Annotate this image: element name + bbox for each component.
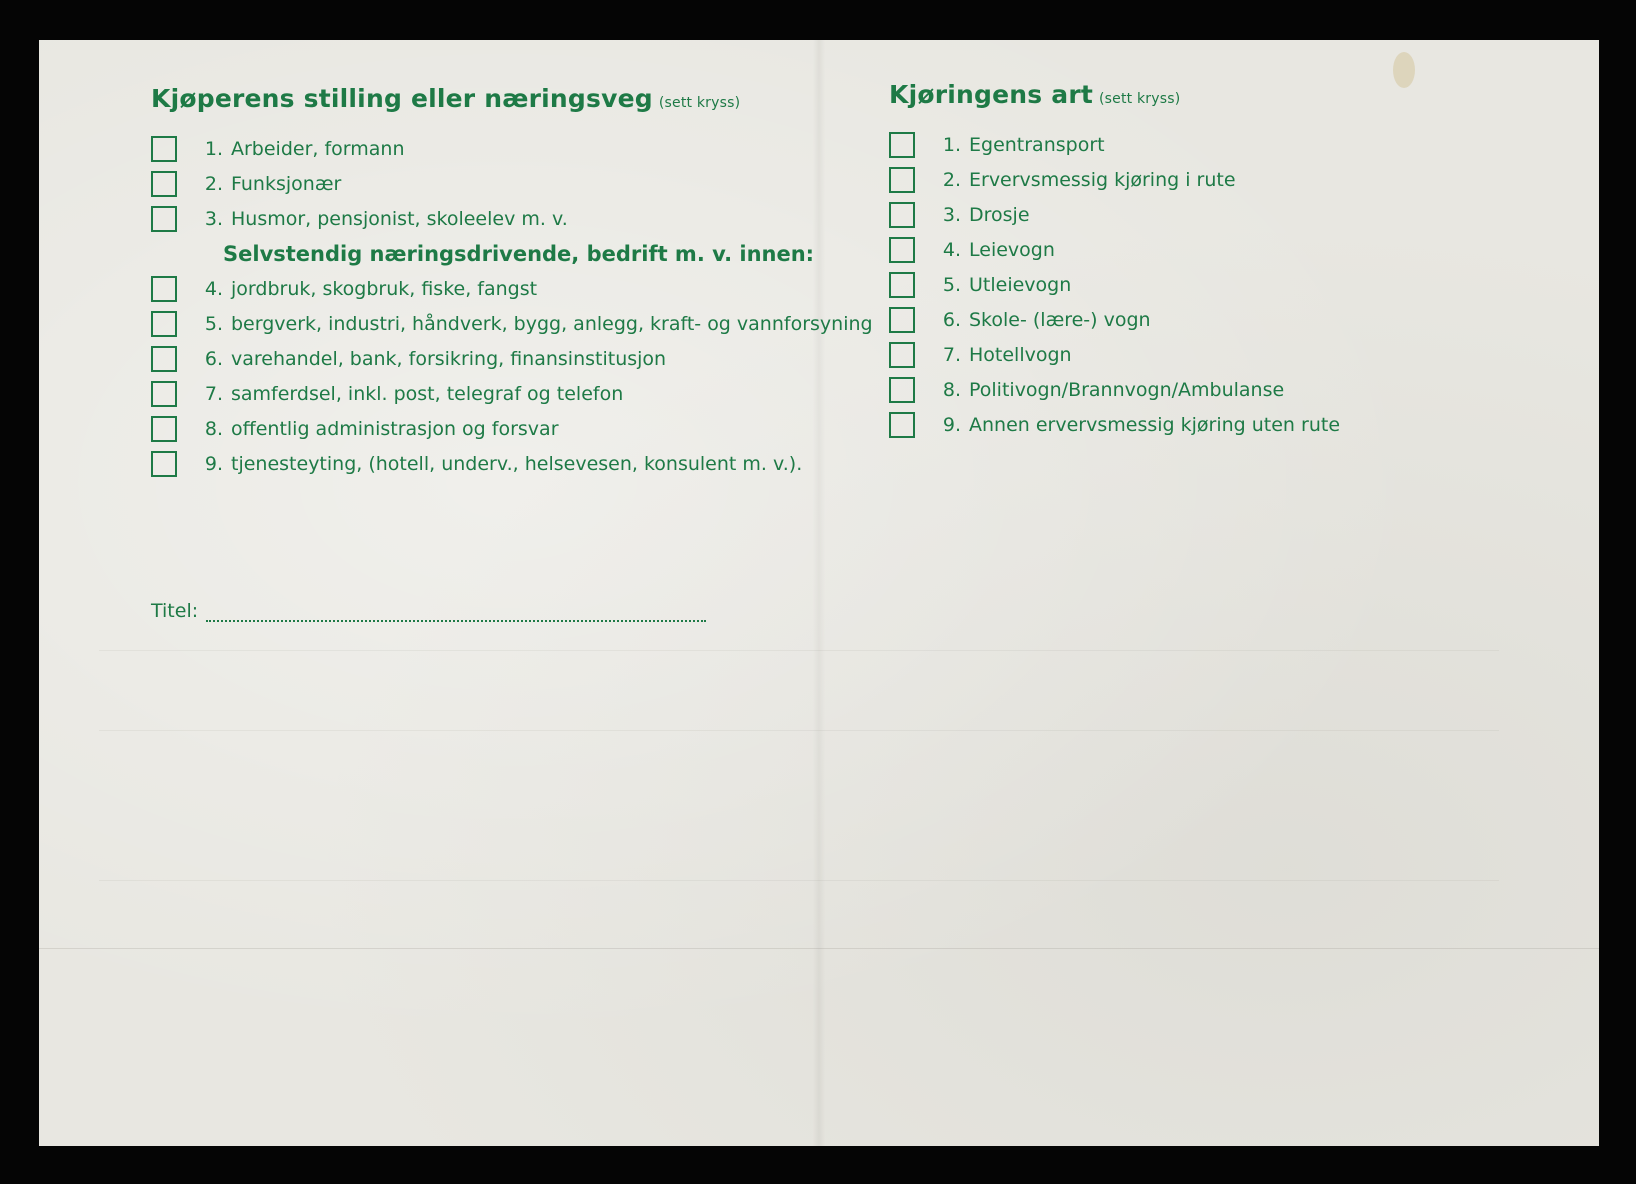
option-number: 1. bbox=[204, 137, 223, 160]
option-label: varehandel, bank, forsikring, finansinstitusjon bbox=[231, 347, 667, 370]
buyer-occupation-heading bbox=[151, 84, 911, 113]
option-number: 7. bbox=[204, 382, 223, 405]
option-label: tjenesteyting, (hotell, underv., helsevesen, konsulent m. v.). bbox=[231, 452, 803, 475]
driving-type-checkbox[interactable] bbox=[889, 132, 915, 158]
option-label: Skole- (lære-) vogn bbox=[969, 308, 1151, 331]
driving-type-option[interactable] bbox=[889, 127, 1449, 162]
buyer-occupation-heading-text: Kjøperens stilling eller næringsveg bbox=[151, 84, 653, 113]
buyer-occupation-section bbox=[151, 84, 911, 481]
occupation-option[interactable] bbox=[151, 341, 911, 376]
bleed-through-line bbox=[99, 650, 1499, 651]
occupation-checkbox[interactable] bbox=[151, 416, 177, 442]
driving-type-heading-note: (sett kryss) bbox=[1099, 91, 1181, 107]
form-sheet bbox=[39, 40, 1599, 1146]
option-number: 4. bbox=[942, 238, 961, 261]
option-label: Ervervsmessig kjøring i rute bbox=[969, 168, 1236, 191]
option-number: 5. bbox=[942, 273, 961, 296]
option-number: 3. bbox=[942, 203, 961, 226]
title-field-dotted-line[interactable] bbox=[206, 602, 706, 622]
option-label: Hotellvogn bbox=[969, 343, 1072, 366]
option-label: Husmor, pensjonist, skoleelev m. v. bbox=[231, 207, 568, 230]
option-number: 8. bbox=[204, 417, 223, 440]
option-label: Annen ervervsmessig kjøring uten rute bbox=[969, 413, 1341, 436]
driving-type-option[interactable] bbox=[889, 162, 1449, 197]
option-label: Egentransport bbox=[969, 133, 1105, 156]
bleed-through-line bbox=[99, 730, 1499, 731]
buyer-occupation-list bbox=[151, 131, 911, 481]
driving-type-section bbox=[889, 80, 1449, 442]
option-number: 6. bbox=[942, 308, 961, 331]
option-label: samferdsel, inkl. post, telegraf og telefon bbox=[231, 382, 624, 405]
driving-type-checkbox[interactable] bbox=[889, 377, 915, 403]
driving-type-list bbox=[889, 127, 1449, 442]
title-field[interactable] bbox=[151, 600, 706, 622]
option-number: 6. bbox=[204, 347, 223, 370]
driving-type-option[interactable] bbox=[889, 407, 1449, 442]
driving-type-option[interactable] bbox=[889, 267, 1449, 302]
occupation-checkbox[interactable] bbox=[151, 346, 177, 372]
option-label: Drosje bbox=[969, 203, 1030, 226]
option-number: 3. bbox=[204, 207, 223, 230]
occupation-option[interactable] bbox=[151, 306, 911, 341]
option-label: offentlig administrasjon og forsvar bbox=[231, 417, 559, 440]
option-number: 5. bbox=[204, 312, 223, 335]
driving-type-checkbox[interactable] bbox=[889, 272, 915, 298]
option-label: Leievogn bbox=[969, 238, 1055, 261]
driving-type-checkbox[interactable] bbox=[889, 237, 915, 263]
driving-type-option[interactable] bbox=[889, 197, 1449, 232]
occupation-option[interactable] bbox=[151, 201, 911, 236]
occupation-option[interactable] bbox=[151, 376, 911, 411]
driving-type-option[interactable] bbox=[889, 372, 1449, 407]
driving-type-checkbox[interactable] bbox=[889, 412, 915, 438]
occupation-checkbox[interactable] bbox=[151, 206, 177, 232]
self-employed-subheading: Selvstendig næringsdrivende, bedrift m. v. innen: bbox=[223, 241, 815, 266]
option-number: 4. bbox=[204, 277, 223, 300]
occupation-checkbox[interactable] bbox=[151, 381, 177, 407]
buyer-occupation-heading-note: (sett kryss) bbox=[658, 95, 741, 111]
driving-type-option[interactable] bbox=[889, 337, 1449, 372]
option-label: bergverk, industri, håndverk, bygg, anlegg, kraft- og vannforsyning bbox=[231, 312, 873, 335]
option-label: Politivogn/Brannvogn/Ambulanse bbox=[969, 378, 1285, 401]
option-label: Utleievogn bbox=[969, 273, 1072, 296]
option-number: 2. bbox=[204, 172, 223, 195]
option-number: 9. bbox=[204, 452, 223, 475]
fold-line bbox=[39, 948, 1599, 949]
option-number: 7. bbox=[942, 343, 961, 366]
occupation-option[interactable] bbox=[151, 131, 911, 166]
occupation-checkbox[interactable] bbox=[151, 311, 177, 337]
occupation-option[interactable] bbox=[151, 411, 911, 446]
option-number: 8. bbox=[942, 378, 961, 401]
driving-type-checkbox[interactable] bbox=[889, 307, 915, 333]
option-label: Funksjonær bbox=[231, 172, 342, 195]
driving-type-option[interactable] bbox=[889, 232, 1449, 267]
occupation-checkbox[interactable] bbox=[151, 276, 177, 302]
occupation-checkbox[interactable] bbox=[151, 136, 177, 162]
driving-type-checkbox[interactable] bbox=[889, 167, 915, 193]
driving-type-heading bbox=[889, 80, 1449, 109]
option-number: 1. bbox=[942, 133, 961, 156]
occupation-checkbox[interactable] bbox=[151, 171, 177, 197]
occupation-option[interactable] bbox=[151, 166, 911, 201]
driving-type-option[interactable] bbox=[889, 302, 1449, 337]
bleed-through-line bbox=[99, 880, 1499, 881]
driving-type-heading-text: Kjøringens art bbox=[889, 80, 1093, 109]
option-number: 2. bbox=[942, 168, 961, 191]
option-label: Arbeider, formann bbox=[231, 137, 405, 160]
occupation-option[interactable] bbox=[151, 271, 911, 306]
occupation-option[interactable] bbox=[151, 446, 911, 481]
driving-type-checkbox[interactable] bbox=[889, 202, 915, 228]
option-label: jordbruk, skogbruk, fiske, fangst bbox=[231, 277, 538, 300]
driving-type-checkbox[interactable] bbox=[889, 342, 915, 368]
title-field-label: Titel: bbox=[151, 600, 199, 622]
occupation-checkbox[interactable] bbox=[151, 451, 177, 477]
option-number: 9. bbox=[942, 413, 961, 436]
